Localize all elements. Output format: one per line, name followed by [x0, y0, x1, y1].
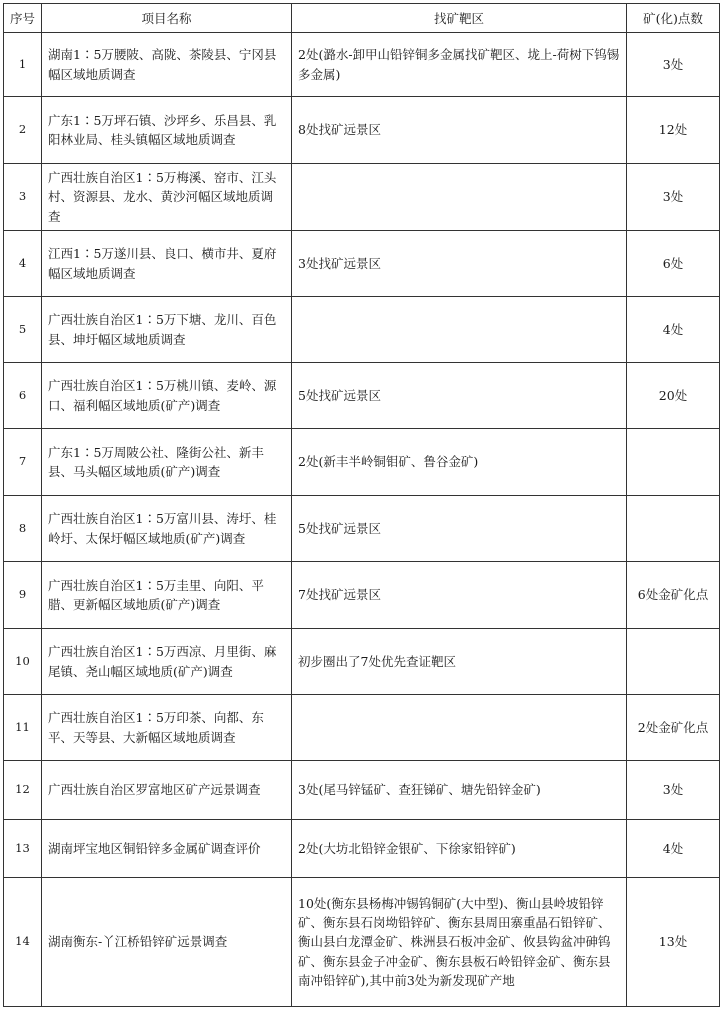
cell-ore-count: 20处	[627, 363, 720, 429]
cell-serial: 3	[4, 164, 42, 231]
cell-target-area	[292, 297, 627, 363]
cell-target-area: 初步圈出了7处优先查证靶区	[292, 629, 627, 695]
cell-serial: 12	[4, 761, 42, 820]
cell-ore-count: 4处	[627, 820, 720, 878]
table-row	[4, 97, 720, 164]
cell-serial: 14	[4, 878, 42, 1007]
table-row	[4, 363, 720, 429]
cell-target-area: 2处(新丰半岭铜钼矿、鲁谷金矿)	[292, 429, 627, 496]
table-row	[4, 562, 720, 629]
cell-serial: 13	[4, 820, 42, 878]
cell-target-area	[292, 695, 627, 761]
cell-project-name: 广西壮族自治区1∶5万下塘、龙川、百色县、坤圩幅区域地质调查	[42, 297, 292, 363]
table-row	[4, 496, 720, 562]
table-row	[4, 878, 720, 1007]
cell-serial: 9	[4, 562, 42, 629]
table-row	[4, 231, 720, 297]
cell-target-area	[292, 164, 627, 231]
cell-project-name: 湖南1∶5万腰陂、高陇、茶陵县、宁冈县幅区域地质调查	[42, 33, 292, 97]
cell-project-name: 广西壮族自治区1∶5万梅溪、窑市、江头村、资源县、龙水、黄沙河幅区域地质调查	[42, 164, 292, 231]
header-target-area: 找矿靶区	[292, 4, 627, 33]
cell-ore-count: 6处	[627, 231, 720, 297]
cell-ore-count: 4处	[627, 297, 720, 363]
cell-ore-count: 12处	[627, 97, 720, 164]
cell-target-area: 3处找矿远景区	[292, 231, 627, 297]
table-row	[4, 33, 720, 97]
cell-project-name: 广西壮族自治区1∶5万富川县、涛圩、桂岭圩、太保圩幅区域地质(矿产)调查	[42, 496, 292, 562]
cell-serial: 6	[4, 363, 42, 429]
header-ore-count: 矿(化)点数	[627, 4, 720, 33]
cell-project-name: 湖南衡东-丫江桥铅锌矿远景调查	[42, 878, 292, 1007]
cell-project-name: 江西1∶5万遂川县、良口、横市井、夏府幅区域地质调查	[42, 231, 292, 297]
cell-target-area: 5处找矿远景区	[292, 496, 627, 562]
cell-project-name: 广西壮族自治区罗富地区矿产远景调查	[42, 761, 292, 820]
cell-target-area: 10处(衡东县杨梅冲锡钨铜矿(大中型)、衡山县岭坡铅锌矿、衡东县石岗坳铅锌矿、衡东县周田寨重晶石铅锌矿、衡山县白龙潭金矿、株洲县石板冲金矿、攸县钩盆冲砷钨矿、衡东县金子冲金矿、衡东县板石岭铅锌金矿、衡东县南冲铅锌矿),其中前3处为新发现矿产地	[292, 878, 627, 1007]
cell-ore-count: 6处金矿化点	[627, 562, 720, 629]
table-header-row	[4, 4, 720, 33]
header-project-name: 项目名称	[42, 4, 292, 33]
table-row	[4, 695, 720, 761]
table-row	[4, 429, 720, 496]
cell-target-area: 5处找矿远景区	[292, 363, 627, 429]
cell-target-area: 3处(尾马锌锰矿、查狂锑矿、塘先铅锌金矿)	[292, 761, 627, 820]
cell-serial: 4	[4, 231, 42, 297]
table-row	[4, 820, 720, 878]
table-row	[4, 297, 720, 363]
cell-project-name: 广西壮族自治区1∶5万西凉、月里街、麻尾镇、尧山幅区域地质(矿产)调查	[42, 629, 292, 695]
header-serial: 序号	[4, 4, 42, 33]
cell-project-name: 广西壮族自治区1∶5万圭里、向阳、平腊、更新幅区域地质(矿产)调查	[42, 562, 292, 629]
cell-ore-count: 2处金矿化点	[627, 695, 720, 761]
cell-serial: 11	[4, 695, 42, 761]
cell-serial: 7	[4, 429, 42, 496]
table-row	[4, 629, 720, 695]
cell-ore-count: 3处	[627, 164, 720, 231]
cell-project-name: 广西壮族自治区1∶5万桃川镇、麦岭、源口、福利幅区域地质(矿产)调查	[42, 363, 292, 429]
cell-ore-count	[627, 496, 720, 562]
cell-serial: 5	[4, 297, 42, 363]
cell-target-area: 8处找矿远景区	[292, 97, 627, 164]
cell-serial: 2	[4, 97, 42, 164]
cell-project-name: 广东1∶5万周陂公社、隆街公社、新丰县、马头幅区域地质(矿产)调查	[42, 429, 292, 496]
prospecting-table	[3, 3, 720, 1007]
cell-serial: 1	[4, 33, 42, 97]
cell-ore-count	[627, 429, 720, 496]
cell-target-area: 2处(潞水-卸甲山铅锌铜多金属找矿靶区、垅上-荷树下钨锡多金属)	[292, 33, 627, 97]
cell-target-area: 2处(大坊北铅锌金银矿、下徐家铅锌矿)	[292, 820, 627, 878]
table-row	[4, 761, 720, 820]
cell-project-name: 湖南坪宝地区铜铅锌多金属矿调查评价	[42, 820, 292, 878]
cell-target-area: 7处找矿远景区	[292, 562, 627, 629]
cell-ore-count: 3处	[627, 33, 720, 97]
cell-ore-count: 13处	[627, 878, 720, 1007]
table-row	[4, 164, 720, 231]
cell-serial: 8	[4, 496, 42, 562]
cell-project-name: 广西壮族自治区1∶5万印茶、向都、东平、天等县、大新幅区域地质调查	[42, 695, 292, 761]
cell-ore-count	[627, 629, 720, 695]
cell-ore-count: 3处	[627, 761, 720, 820]
cell-project-name: 广东1∶5万坪石镇、沙坪乡、乐昌县、乳阳林业局、桂头镇幅区域地质调查	[42, 97, 292, 164]
cell-serial: 10	[4, 629, 42, 695]
